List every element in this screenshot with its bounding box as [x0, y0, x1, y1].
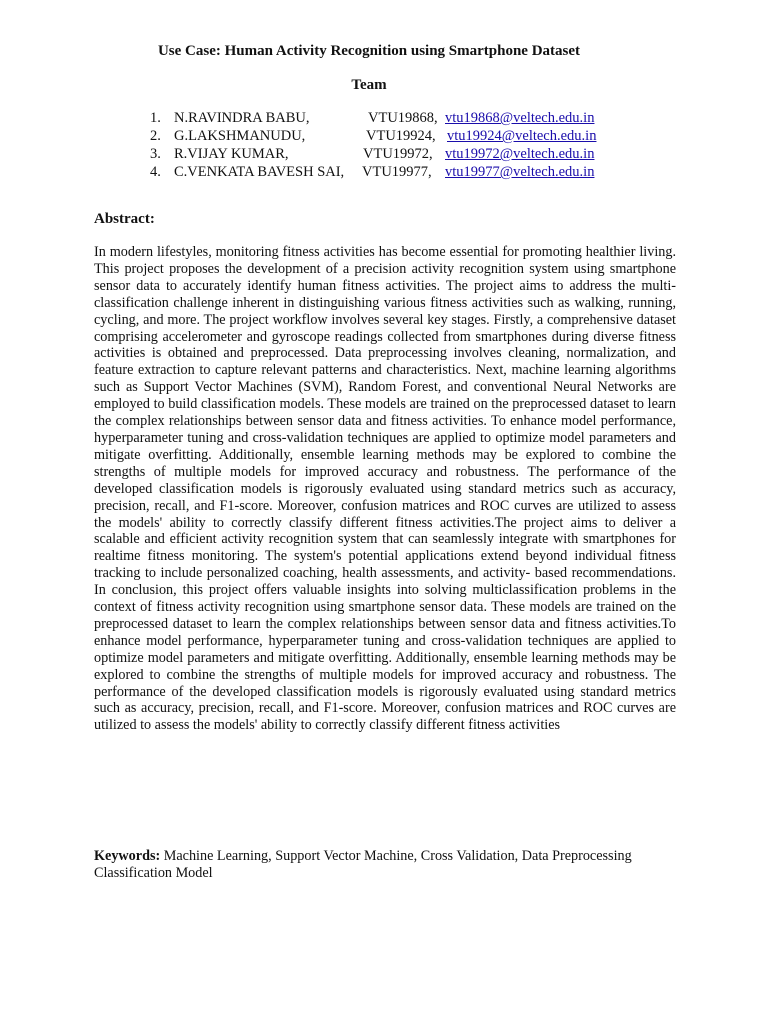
member-number: 3.: [150, 146, 161, 162]
member-id: VTU19868,: [368, 110, 438, 126]
member-number: 1.: [150, 110, 161, 126]
keywords-text: Machine Learning, Support Vector Machine, Cross Validation, Data Preprocessing Classification Model: [94, 848, 632, 881]
member-id: VTU19977,: [362, 164, 432, 180]
member-email-link[interactable]: vtu19977@veltech.edu.in: [445, 164, 595, 180]
member-name: C.VENKATA BAVESH SAI,: [174, 164, 345, 180]
member-email-link[interactable]: vtu19924@veltech.edu.in: [447, 128, 597, 144]
member-number: 4.: [150, 164, 161, 180]
team-heading: Team: [351, 77, 387, 93]
member-name: R.VIJAY KUMAR,: [174, 146, 289, 162]
keywords-label: Keywords:: [94, 848, 161, 864]
member-number: 2.: [150, 128, 161, 144]
abstract-heading: Abstract:: [94, 211, 155, 227]
keywords-line: [94, 848, 676, 882]
member-name: G.LAKSHMANUDU,: [174, 128, 306, 144]
member-id: VTU19972,: [363, 146, 433, 162]
member-email-link[interactable]: vtu19868@veltech.edu.in: [445, 110, 595, 126]
member-email-link[interactable]: vtu19972@veltech.edu.in: [445, 146, 595, 162]
document-title: Use Case: Human Activity Recognition using Smartphone Dataset: [157, 43, 581, 59]
member-name: N.RAVINDRA BABU,: [174, 110, 310, 126]
abstract-body: In modern lifestyles, monitoring fitness activities has become essential for promoting healthier living. This project proposes the development of a precision activity recognition system using smartphone sensor data to accurately identify human fitness activities. The project aims to address the multi- classification challenge inherent in distinguishing various fitness activities such as walking, running, cycling, and more. The project workflow involves several key stages. Firstly, a comprehensive dataset comprising accelerometer and gyroscope readings collected from smartphones during diverse fitness activities is obtained and preprocessed. Data preprocessing involves cleaning, normalization, and feature extraction to capture relevant patterns and characteristics. Next, machine learning algorithms such as Support Vector Machines (SVM), Random Forest, and conventional Neural Networks are employed to build classification models. These models are trained on the preprocessed dataset to learn the complex relationships between sensor data and fitness activities. To enhance model performance, hyperparameter tuning and cross-validation techniques are applied to optimize model parameters and mitigate overfitting. Additionally, ensemble learning methods may be explored to combine the strengths of multiple models for improved accuracy and robustness. The performance of the developed classification models is rigorously evaluated using standard metrics such as accuracy, precision, recall, and F1-score. Moreover, confusion matrices and ROC curves are utilized to assess the models' ability to correctly classify different fitness activities.The project aims to deliver a scalable and efficient activity recognition system that can seamlessly integrate with smartphones for realtime fitness monitoring. The system's potential applications extend beyond individual fitness tracking to include personalized coaching, health assessments, and activity- based recommendations. In conclusion, this project offers valuable insights into solving multiclassification problems in the context of fitness activity recognition using smartphone sensor data. These models are trained on the preprocessed dataset to learn the complex relationships between sensor data and fitness activities.To enhance model performance, hyperparameter tuning and cross-validation techniques are applied to optimize model parameters and mitigate overfitting. Additionally, ensemble learning methods may be explored to combine the strengths of multiple models for improved accuracy and robustness. The performance of the developed classification models is rigorously evaluated using standard metrics such as accuracy, precision, recall, and F1-score. Moreover, confusion matrices and ROC curves are utilized to assess the models' ability to correctly classify different fitness activities: [94, 244, 676, 734]
member-id: VTU19924,: [366, 128, 436, 144]
